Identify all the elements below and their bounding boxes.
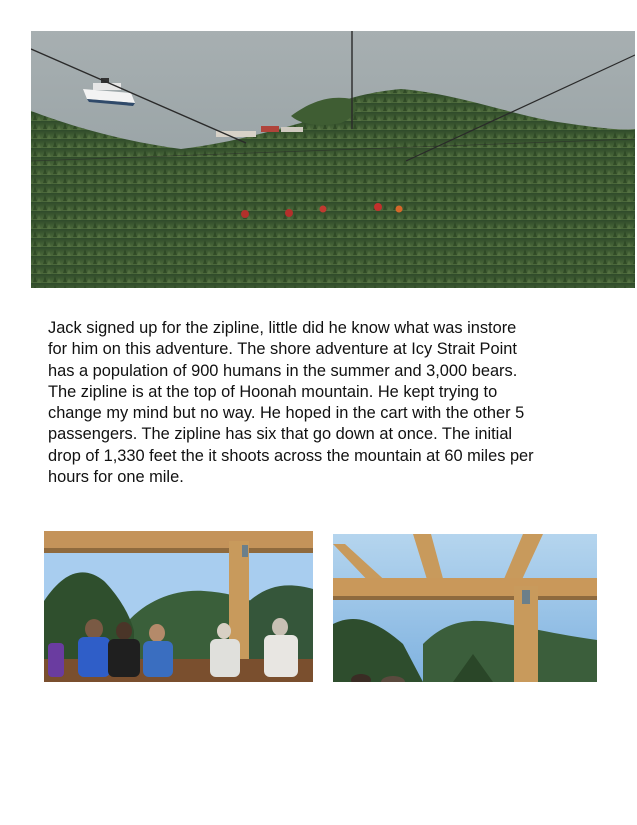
zipline-aerial-photo	[31, 31, 635, 288]
story-line: drop of 1,330 feet the it shoots across the mountain at 60 miles per	[48, 446, 534, 465]
lookout-crowd-photo	[44, 531, 313, 682]
story-paragraph	[48, 318, 618, 488]
story-line: Jack signed up for the zipline, little did he know what was instore	[48, 319, 517, 337]
lookout-mountain-photo-art	[333, 534, 597, 682]
story-line: hours for one mile.	[48, 468, 184, 487]
lookout-crowd-photo-art	[44, 531, 313, 682]
lookout-mountain-photo	[333, 534, 597, 682]
story-line: The zipline is at the top of Hoonah mountain. He kept trying to	[48, 382, 498, 401]
story-line: for him on this adventure. The shore adventure at Icy Strait Point	[48, 340, 517, 359]
story-line: has a population of 900 humans in the summer and 3,000 bears.	[48, 361, 518, 380]
zipline-aerial-photo-art	[31, 31, 635, 288]
story-line: change my mind but no way. He hoped in the cart with the other 5	[48, 404, 525, 423]
story-line: passengers. The zipline has six that go down at once. The initial	[48, 425, 513, 444]
